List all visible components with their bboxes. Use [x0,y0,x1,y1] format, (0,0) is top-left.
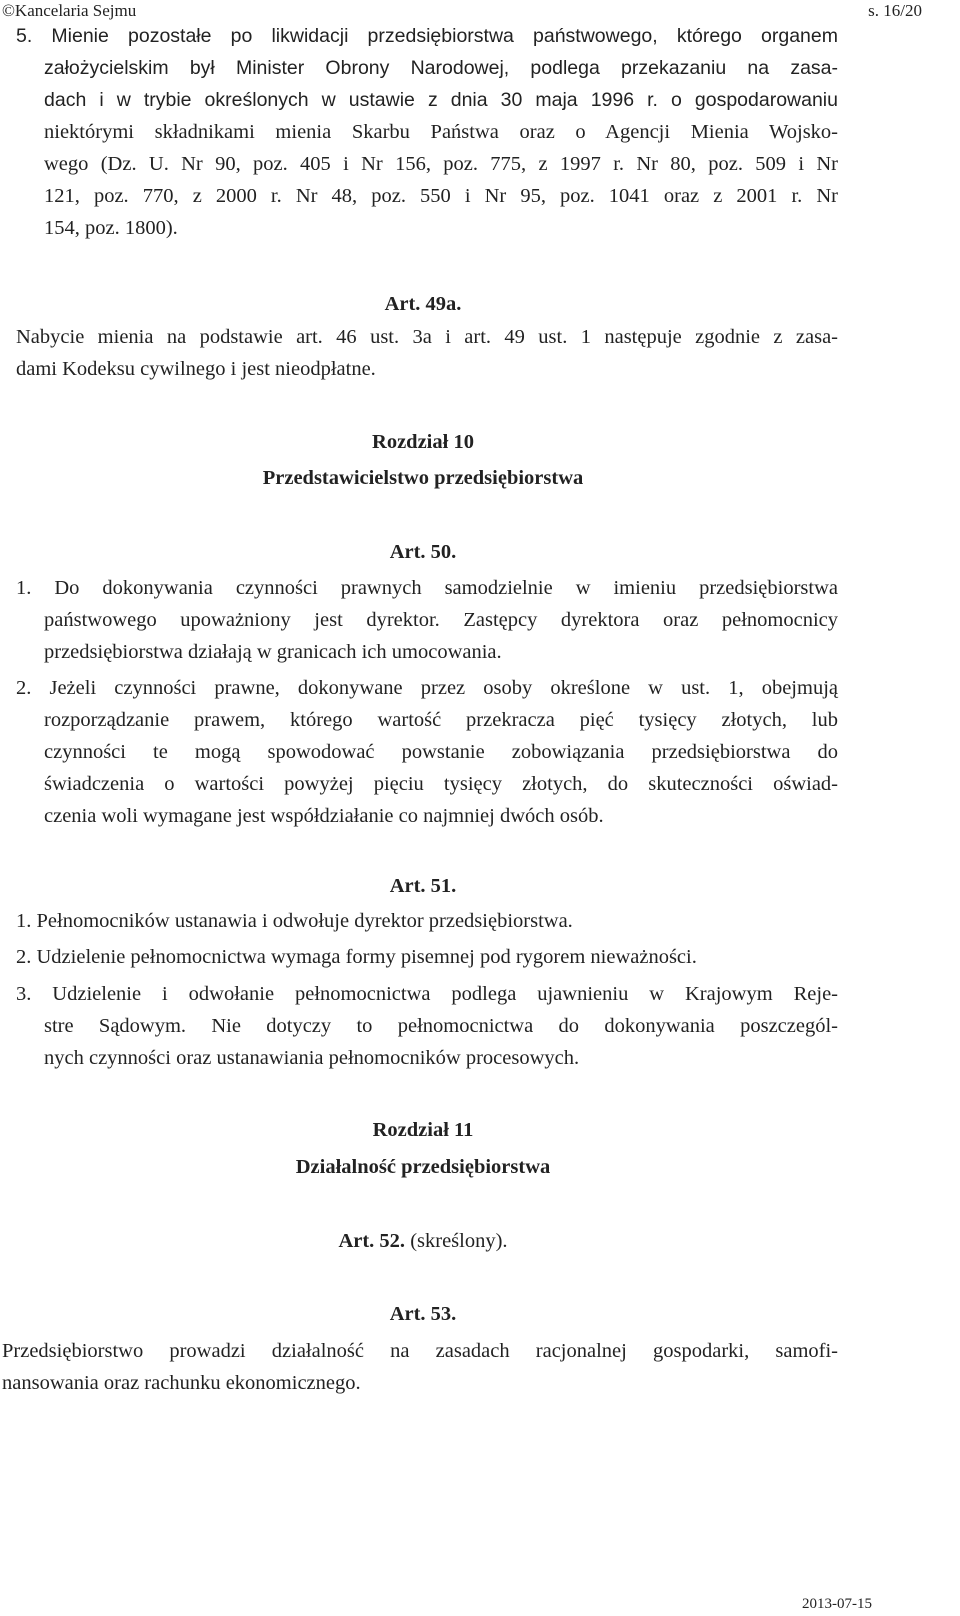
art50-p1-line: państwowego upoważniony jest dyrektor. Zastępcy dyrektora oraz pełnomocnicy [44,609,838,631]
art50-p1-line: 1. Do dokonywania czynności prawnych samodzielnie w imieniu przedsiębiorstwa [16,577,838,599]
art50-p2-line: 2. Jeżeli czynności prawne, dokonywane przez osoby określone w ust. 1, obejmują [16,677,838,699]
art51-p2: 2. Udzielenie pełnomocnictwa wymaga formy pisemnej pod rygorem nieważności. [16,946,697,968]
article-heading: Art. 49a. [384,293,462,315]
document-date: 2013-07-15 [802,1596,872,1612]
art51-p3-line: stre Sądowym. Nie dotyczy to pełnomocnictwa do dokonywania poszczegól- [44,1015,838,1037]
item5-line: założycielskim był Minister Obrony Narodowej, podlega przekazaniu na zasa- [44,57,838,79]
item5-line: 121, poz. 770, z 2000 r. Nr 48, poz. 550 i Nr 95, poz. 1041 oraz z 2001 r. Nr [44,185,838,207]
item5-line: 5. Mienie pozostałe po likwidacji przedsiębiorstwa państwowego, którego organem [16,25,838,47]
item5-line: wego (Dz. U. Nr 90, poz. 405 i Nr 156, poz. 775, z 1997 r. Nr 80, poz. 509 i Nr [44,153,838,175]
chapter-title: Działalność przedsiębiorstwa [295,1156,551,1178]
article-note: (skreślony). [410,1230,508,1252]
art50-p2-line: czynności te mogą spowodować powstanie zobowiązania przedsiębiorstwa do [44,741,838,763]
item5-line: niektórymi składnikami mienia Skarbu Państwa oraz o Agencji Mienia Wojsko- [44,121,838,143]
art49a-line: Nabycie mienia na podstawie art. 46 ust. 3a i art. 49 ust. 1 następuje zgodnie z zasa- [16,326,838,348]
article-heading: Art. 53. [389,1303,457,1325]
art51-p3-line: 3. Udzielenie i odwołanie pełnomocnictwa podlega ujawnieniu w Krajowym Reje- [16,983,838,1005]
art51-p1: 1. Pełnomocników ustanawia i odwołuje dyrektor przedsiębiorstwa. [16,910,573,932]
article-heading: Art. 50. [389,541,457,563]
art49a-line: dami Kodeksu cywilnego i jest nieodpłatne. [16,358,376,380]
art51-p3-line: nych czynności oraz ustanawiania pełnomocników procesowych. [44,1047,580,1069]
art50-p2-line: czenia woli wymagane jest współdziałanie co najmniej dwóch osób. [44,805,604,827]
chapter-number: Rozdział 11 [372,1119,474,1141]
page-number: s. 16/20 [868,1,922,20]
art53-line: nansowania oraz rachunku ekonomicznego. [2,1372,361,1394]
art50-p2-line: świadczenia o wartości powyżej pięciu tysięcy złotych, do skuteczności oświad- [44,773,838,795]
art50-p1-line: przedsiębiorstwa działają w granicach ich umocowania. [44,641,502,663]
chapter-number: Rozdział 10 [372,431,474,453]
art50-p2-line: rozporządzanie prawem, którego wartość przekracza pięć tysięcy złotych, lub [44,709,838,731]
chapter-title: Przedstawicielstwo przedsiębiorstwa [262,467,584,489]
article-heading: Art. 51. [389,875,457,897]
art53-line: Przedsiębiorstwo prowadzi działalność na zasadach racjonalnej gospodarki, samofi- [2,1340,838,1362]
article-heading: Art. 52. [338,1230,406,1252]
article-52 [0,1225,846,1257]
header-copyright: ©Kancelaria Sejmu [2,1,137,20]
item5-line: dach i w trybie określonych w ustawie z dnia 30 maja 1996 r. o gospodarowaniu [44,89,838,111]
item5-line: 154, poz. 1800). [44,217,178,239]
